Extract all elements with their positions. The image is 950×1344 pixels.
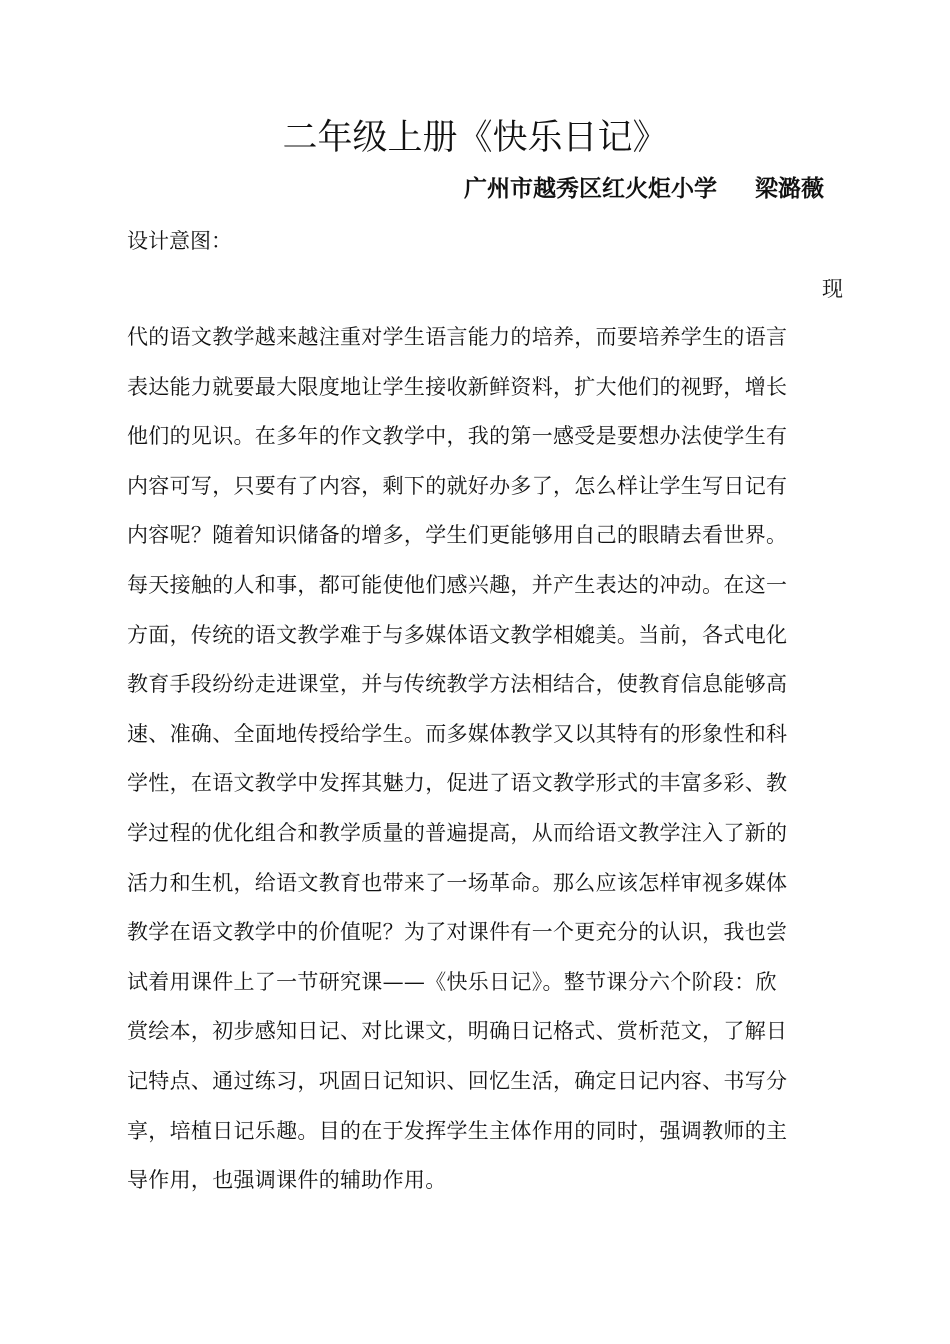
- document-title: 二年级上册《快乐日记》: [282, 118, 668, 158]
- body-line: 教育手段纷纷走进课堂，并与传统教学方法相结合，使教育信息能够高: [127, 672, 788, 697]
- body-line: 他们的见识。在多年的作文教学中，我的第一感受是要想办法使学生有: [127, 424, 788, 449]
- paragraph-first-char: 现: [822, 277, 843, 301]
- byline: [464, 172, 824, 206]
- body-line: 学过程的优化组合和教学质量的普遍提高，从而给语文教学注入了新的: [127, 820, 788, 845]
- author-name: 梁潞薇: [755, 176, 824, 202]
- school-name: 广州市越秀区红火炬小学: [464, 176, 717, 202]
- body-line: 活力和生机，给语文教育也带来了一场革命。那么应该怎样审视多媒体: [127, 870, 788, 895]
- body-line: 表达能力就要最大限度地让学生接收新鲜资料，扩大他们的视野，增长: [127, 374, 788, 399]
- body-line: 记特点、通过练习，巩固日记知识、回忆生活，确定日记内容、书写分: [127, 1068, 788, 1093]
- section-label: 设计意图：: [127, 229, 232, 253]
- body-line: 导作用，也强调课件的辅助作用。: [127, 1168, 447, 1193]
- body-line: 代的语文教学越来越注重对学生语言能力的培养，而要培养学生的语言: [127, 325, 788, 349]
- body-line: 享，培植日记乐趣。目的在于发挥学生主体作用的同时，强调教师的主: [127, 1118, 788, 1143]
- body-line: 方面，传统的语文教学难于与多媒体语文教学相媲美。当前，各式电化: [127, 622, 788, 647]
- body-line: 内容呢？随着知识储备的增多，学生们更能够用自己的眼睛去看世界。: [127, 523, 788, 548]
- body-line: 学性，在语文教学中发挥其魅力，促进了语文教学形式的丰富多彩、教: [127, 771, 788, 796]
- body-line: 速、准确、全面地传授给学生。而多媒体教学又以其特有的形象性和科: [127, 721, 788, 746]
- body-line: 每天接触的人和事，都可能使他们感兴趣，并产生表达的冲动。在这一: [127, 572, 788, 597]
- body-text: [127, 322, 827, 1215]
- body-line: 教学在语文教学中的价值呢？为了对课件有一个更充分的认识，我也尝: [127, 920, 788, 945]
- body-line: 内容可写，只要有了内容，剩下的就好办多了，怎么样让学生写日记有: [127, 473, 788, 498]
- body-line: 试着用课件上了一节研究课——《快乐日记》。整节课分六个阶段：欣: [127, 969, 777, 994]
- body-line: 赏绘本，初步感知日记、对比课文，明确日记格式、赏析范文，了解日: [127, 1019, 788, 1044]
